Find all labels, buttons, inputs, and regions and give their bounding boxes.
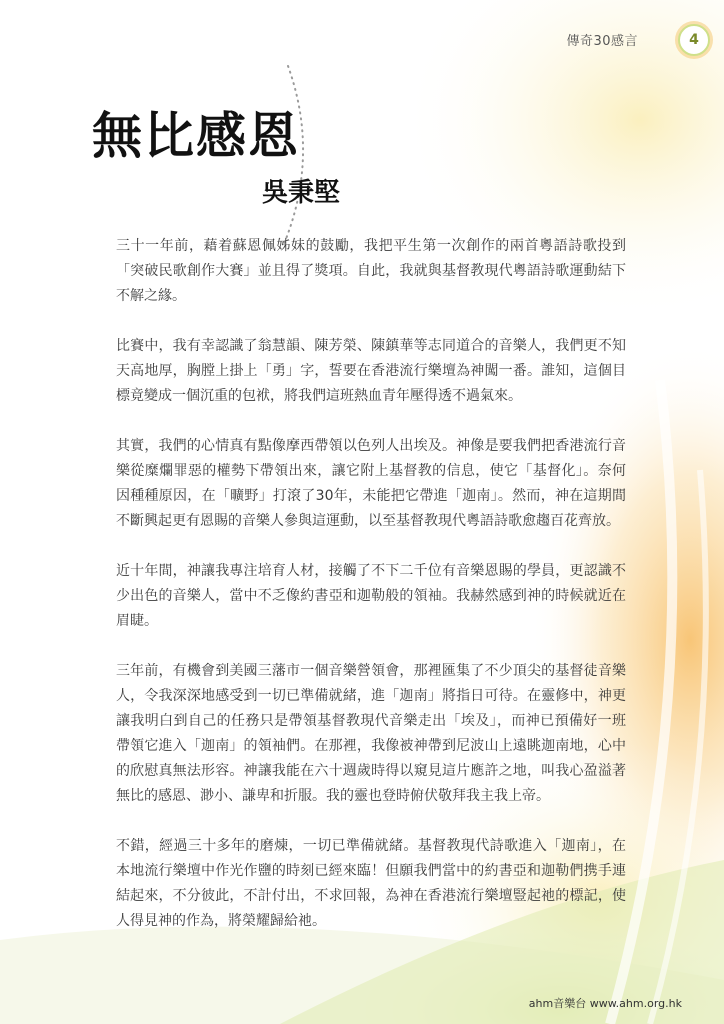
paragraph: 三年前，有機會到美國三藩市一個音樂營領會，那裡匯集了不少頂尖的基督徒音樂人，令我深深地感受到一切已準備就緒，進「迦南」將指日可待。在靈修中，神更讓我明白到自己的任務只是帶領基督教現代音樂走出「埃及」，而神已預備好一班帶領它進入「迦南」的領袖們。在那裡，我像被神帶到尼波山上遠眺迦南地，心中的欣慰真無法形容。神讓我能在六十週歲時得以窺見這片應許之地，叫我心盈溢著無比的感恩、渺小、謙卑和折服。我的靈也登時俯伏敬拜我主我上帝。	[116, 663, 626, 804]
paragraph: 不錯，經過三十多年的磨煉，一切已準備就緒。基督教現代詩歌進入「迦南」，在本地流行樂壇中作光作鹽的時刻已經來臨！但願我們當中的約書亞和迦勒們携手連結起來，不分彼此，不計付出，不求回報，為神在香港流行樂壇豎起祂的標記，使人得見神的作為，將榮耀歸給祂。	[116, 838, 626, 929]
article-body	[116, 234, 626, 959]
header-title: 傳奇30感言	[566, 34, 638, 49]
paragraph: 其實，我們的心情真有點像摩西帶領以色列人出埃及。神像是要我們把香港流行音樂從糜爛罪惡的權勢下帶領出來，讓它附上基督教的信息，使它「基督化」。奈何因種種原因，在「曠野」打滾了30年，未能把它帶進「迦南」。然而，神在這期間不斷興起更有恩賜的音樂人參與這運動，以至基督教現代粵語詩歌愈趨百花齊放。	[116, 438, 626, 529]
author-name: 吳秉堅	[262, 178, 341, 208]
paragraph: 比賽中，我有幸認識了翁慧韻、陳芳榮、陳鎮華等志同道合的音樂人，我們更不知天高地厚，胸膛上掛上「勇」字，誓要在香港流行樂壇為神闖一番。誰知，這個目標竟變成一個沉重的包袱，將我們這班熱血青年壓得透不過氣來。	[116, 338, 626, 404]
paragraph: 近十年間，神讓我專注培育人材，接觸了不下二千位有音樂恩賜的學員，更認識不少出色的音樂人，當中不乏像約書亞和迦勒般的領袖。我赫然感到神的時候就近在眉睫。	[116, 563, 626, 629]
page-number-badge: 4	[678, 24, 710, 56]
paragraph: 三十一年前，藉着蘇恩佩姊妹的鼓勵，我把平生第一次創作的兩首粵語詩歌投到「突破民歌創作大賽」並且得了獎項。自此，我就與基督教現代粵語詩歌運動結下不解之緣。	[116, 238, 626, 304]
footer-credit: ahm音樂台 www.ahm.org.hk	[528, 997, 682, 1010]
article-title: 無比感恩	[92, 106, 300, 165]
